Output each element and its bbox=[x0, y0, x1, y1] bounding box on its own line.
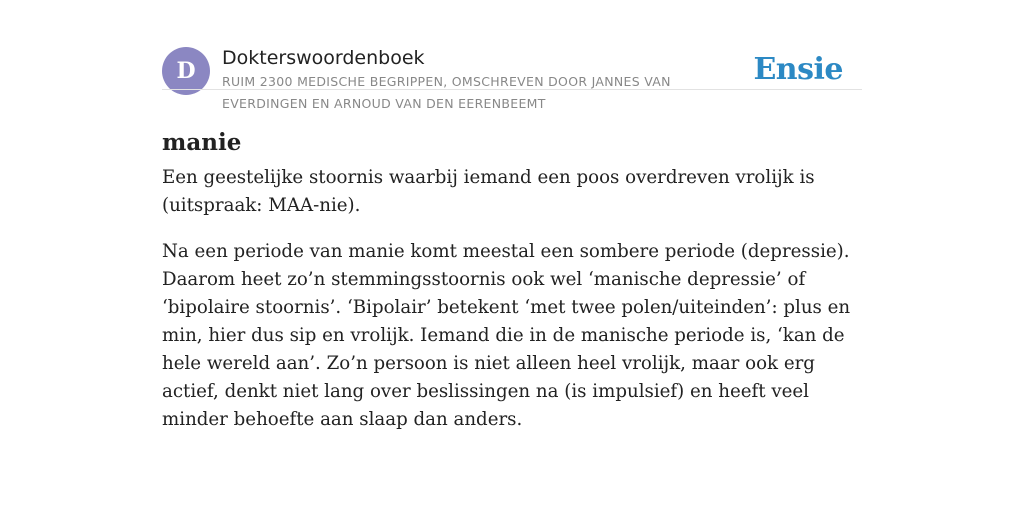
dictionary-header bbox=[162, 46, 862, 118]
dictionary-avatar[interactable]: D bbox=[162, 47, 210, 95]
dictionary-title[interactable]: Dokterswoordenboek bbox=[222, 47, 425, 69]
page bbox=[162, 0, 862, 430]
ensie-logo[interactable]: Ensie bbox=[753, 52, 843, 87]
dictionary-subtitle: RUIM 2300 MEDISCHE BEGRIPPEN, OMSCHREVEN DOOR JANNES VAN EVERDINGEN EN ARNOUD VAN DEN EERENBEEMT bbox=[222, 74, 671, 111]
dictionary-info bbox=[222, 46, 702, 115]
entry-paragraph-2: Na een periode van manie komt meestal een sombere periode (depressie). Daarom heet zo’n stemmingsstoornis ook wel ‘manische depressie’ of ‘bipolaire stoornis’. ‘Bipolair’ betekent ‘met twee polen/uiteinden’: plus en min, hier dus sip en vrolijk. Iemand die in de manische periode is, ‘kan de hele wereld aan’. Zo’n persoon is niet alleen heel vrolijk, maar ook erg actief, denkt niet lang over beslissingen na (is impulsief) en heeft veel minder behoefte aan slaap dan anders. bbox=[162, 241, 851, 430]
entry-headword: manie bbox=[162, 129, 242, 157]
entry-paragraph-1: Een geestelijke stoornis waarbij iemand een poos overdreven vrolijk is (uitspraak: MAA-nie). bbox=[162, 167, 815, 216]
entry-body bbox=[162, 164, 864, 452]
divider bbox=[162, 89, 862, 90]
